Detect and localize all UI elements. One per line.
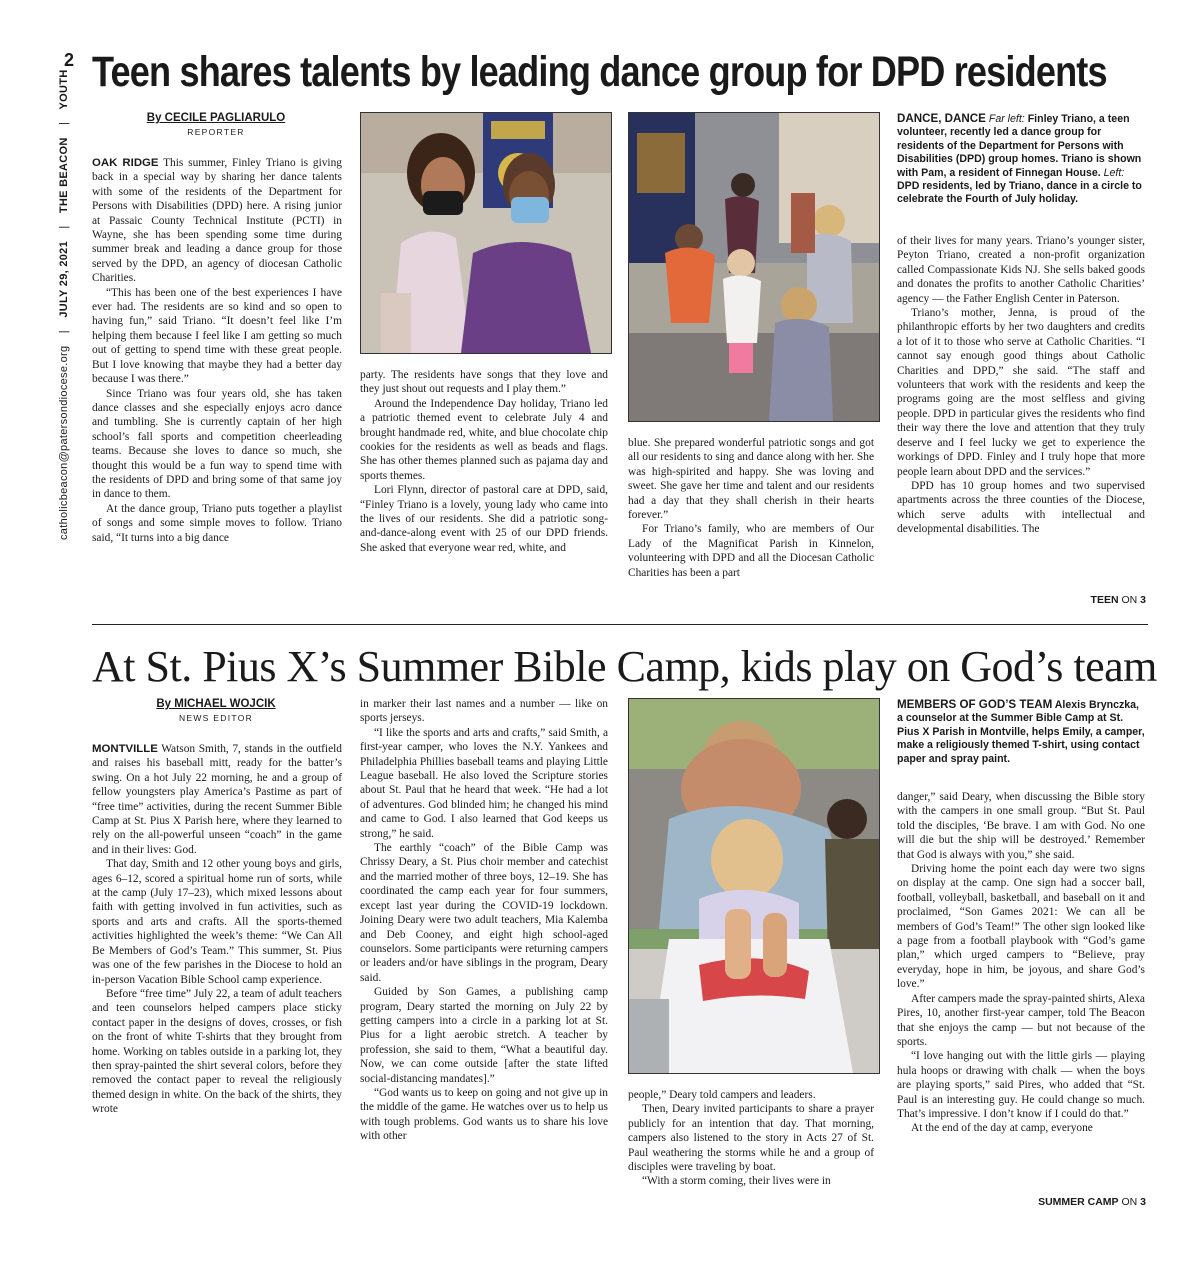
- paragraph: party. The residents have songs that they love and they just shout out requests and I play them.”: [360, 369, 608, 396]
- sidebar-separator: |: [58, 225, 70, 229]
- caption-kicker: MEMBERS OF GOD’S TEAM: [897, 698, 1053, 711]
- paragraph: Before “free time” July 22, a team of adult teachers and teen counselors helped campers place sticky contact paper in the designs of doves, crosses, or fish on the front of white T-shirts that they brought from home. Working on tables outside in a parking lot, they then spray-painted the shirt several colors, before they removed the contact paper to reveal the religiously themed design in white. On the back of the shirts, they wrote: [92, 987, 342, 1116]
- byline-name: By MICHAEL WOJCIK: [156, 698, 276, 710]
- paragraph: Around the Independence Day holiday, Triano led a patriotic themed event to celebrate July 4 and brought handmade red, white, and blue chocolate chip cookies for the residents as well as beads and flags. She has other themes planned such as pajama day and sports themes.: [360, 397, 608, 482]
- paragraph: For Triano’s family, who are members of Our Lady of the Magnificat Parish in Kinnelon, volunteering with DPD and all the Diocesan Catholic Charities has been a part: [628, 523, 874, 579]
- paragraph: MONTVILLE Watson Smith, 7, stands in the outfield and raises his baseball mitt, ready for the batter’s swing. On a hot July 22 morning, he and a group of fellow youngsters play America’s Pastime as part of “free time” activities, during the recent Summer Bible Camp at St. Pius X Parish here, where they learned to rely on the all-powerful unseen “coach” in the game and in their lives: God.: [92, 743, 342, 856]
- paragraph: Since Triano was four years old, she has taken dance classes and she especially enjoys acro dance and tumbling. She is currently captain of her high school’s fall sports and competition cheerleading teams. Because she loves to dance so much, she thought this would be a fun way to spend time with the residents of DPD and bring some of that same joy in dance to them.: [92, 387, 342, 501]
- paragraph: Driving home the point each day were two signs on display at the camp. One sign had a soccer ball, football, volleyball, basketball, and baseball on it and proclaimed, “Son Games 2021: We can all be members of God’s Team!” The other sign looked like a page from a football playbook with “God’s game plan,” which urged campers to “Believe, pray everyday, hope in him, be joyous, and share God’s love.”: [897, 863, 1145, 991]
- paragraph: blue. She prepared wonderful patriotic songs and got all our residents to sing and dance along with her. She was high-spirited and happy. She was loving and sweet. She gave her time and talent and our residents had a day that they shall cherish in their hearts forever.”: [628, 437, 874, 522]
- paragraph: “With a storm coming, their lives were in: [642, 1175, 831, 1188]
- paragraph: of their lives for many years. Triano’s younger sister, Peyton Triano, created a non-profit organization called Compassionate Kids NJ. She sells baked goods and donates the profits to another Catholic Charities’ agency — the Father English Center in Paterson.: [897, 235, 1145, 305]
- sidebar-paper-name: THE BEACON: [58, 137, 70, 214]
- photo-dance-circle: [628, 112, 880, 422]
- story2-column-4: [897, 790, 1145, 1136]
- byline-name: By CECILE PAGLIARULO: [146, 112, 286, 124]
- story2-column-3: [628, 1088, 874, 1189]
- paragraph: After campers made the spray-painted shirts, Alexa Pires, 10, another first-year camper, told The Beacon that she enjoys the camp — but not because of the sports.: [897, 992, 1145, 1048]
- dateline: OAK RIDGE: [92, 157, 159, 169]
- photo-tshirt-making: [628, 698, 880, 1074]
- paragraph: Then, Deary invited participants to share a prayer publicly for an intention that day. That morning, campers also listened to the story in Acts 27 of St. Paul weathering the storms while he and a group of disciples were traveling by boat.: [628, 1103, 874, 1174]
- byline-role: NEWS EDITOR: [178, 713, 254, 723]
- section-divider: [92, 624, 1148, 625]
- paragraph: people,” Deary told campers and leaders.: [628, 1089, 816, 1101]
- paragraph: danger,” said Deary, when discussing the Bible story with the campers in one small group. “But St. Paul told the disciples, ‘Be brave. I am with God. No one will die but the ship will be destroyed.’ Remember that God is always with you,” she said.: [897, 791, 1145, 861]
- paragraph: “I like the sports and arts and crafts,” said Smith, a first-year camper, who loves the N.Y. Yankees and Philadelphia Phillies baseball teams and playing Little League baseball. He also loved the Scripture stories about St. Paul that he heard that week. “He had a lot of adventures. God blinded him; he changed his mind and came to God. I also learned that God keeps us strong,” he said.: [360, 726, 608, 840]
- story2-byline: [140, 698, 292, 723]
- story1-column-4: [897, 234, 1145, 537]
- sidebar-email: catholicbeacon@patersondiocese.org: [58, 345, 70, 540]
- caption-direction: Far left:: [988, 113, 1025, 125]
- byline-role: REPORTER: [187, 127, 245, 137]
- caption-kicker: DANCE, DANCE: [897, 112, 986, 125]
- story2-jump-line[interactable]: SUMMER CAMP ON 3: [1038, 1196, 1146, 1208]
- paragraph: Guided by Son Games, a publishing camp program, Deary started the morning on July 22 by getting campers into a circle in a parking lot at St. Pius for a light aerobic stretch. A teacher by profession, she said to them, “What a beautiful day. Now, we can come outside [after the state lifted social-distancing mandates].”: [360, 986, 608, 1085]
- sidebar-section-name: YOUTH: [58, 69, 70, 110]
- paragraph: Lori Flynn, director of pastoral care at DPD, said, “Finley Triano is a lovely, young lady who came into the lives of our residents. She did a patriotic song-and-dance-along event with 25 of our DPD friends. She asked that everyone wear red, white, and: [360, 484, 608, 554]
- section-sidebar: [58, 69, 70, 540]
- paragraph: in marker their last names and a number — like on sports jerseys.: [360, 698, 608, 725]
- dateline: MONTVILLE: [92, 743, 158, 755]
- paragraph: “This has been one of the best experiences I have ever had. The residents are so kind and so open to having fun,” said Triano. “It doesn’t feel like I’m helping them because I feel like I am getting so much out of getting to spend time with these great people. But I love knowing that maybe they had a better day because I was there.”: [92, 286, 342, 386]
- sidebar-separator: |: [58, 330, 70, 334]
- story1-column-1: [92, 156, 342, 545]
- story2-column-2: [360, 697, 608, 1144]
- paragraph: DPD has 10 group homes and two supervised apartments across the three counties of the Diocese, which serve adults with intellectual and developmental disabilities. The: [897, 479, 1145, 536]
- caption-direction: Left:: [1103, 166, 1125, 179]
- paragraph: The earthly “coach” of the Bible Camp was Chrissy Deary, a St. Pius choir member and catechist and the married mother of three boys, 12–19. She has coordinated the camp each year for four summers, except last year during the COVID-19 lockdown. Joining Deary were two adult teachers, Mia Kalemba and Deb Cooney, and eight high school-aged counselors. Some participants were returning campers or leaders and/or have siblings in the program, Deary said.: [360, 842, 608, 984]
- paragraph: OAK RIDGE This summer, Finley Triano is giving back in a special way by sharing her dance talents with some of the residents of the Department for Persons with Disabilities (DPD) here. A rising junior at Passaic County Technical Institute (PCTI) in Wayne, she has been spending some time during summer break and leading a dance group for those served by the DPD, an agency of diocesan Catholic Charities.: [92, 157, 342, 285]
- paragraph: At the end of the day at camp, everyone: [911, 1122, 1093, 1135]
- page-number: 2: [64, 50, 75, 70]
- paragraph: Triano’s mother, Jenna, is proud of the philanthropic efforts by her two daughters and credits a lot of it to those who serve at Catholic Charities. “I cannot say enough good things about Catholic Charities and DPD,” she said. “The staff and volunteers that work with the residents and keep the programs going are the most selfless and giving people. DPD in particular gives the residents who find their way there the love and attention that they truly deserve and I feel lucky we get to experience the workings of DPD. Finley and I truly hope that more people learn about DPD and the services.”: [897, 307, 1145, 478]
- paragraph: “God wants us to keep on going and not give up in the middle of the game. He watches over us to help us with tough problems. God wants us to share his love with other: [360, 1086, 608, 1143]
- story2-column-1: [92, 742, 342, 1117]
- paragraph: “I love hanging out with the little girls — playing hula hoops or drawing with chalk — when the boys are playing sports,” said Pires, who added that “St. Paul is an interesting guy. He could change so much. That’s impressive. I don’t know if I could do that.”: [897, 1050, 1145, 1120]
- paragraph: That day, Smith and 12 other young boys and girls, ages 6–12, scored a spiritual home run of sorts, while at the camp (July 17–23), which mixed lessons about faith with getting involved in fun activities, such as sports and arts and crafts. All the sports-themed activities highlighted the week’s theme: “We Can All Be Members of God’s Team.” This summer, St. Pius was one of the few parishes in the Diocese to hold an in-person Vacation Bible School camp experience.: [92, 858, 342, 986]
- story1-column-2: [360, 368, 608, 555]
- sidebar-date: JULY 29, 2021: [58, 240, 70, 318]
- story2-photo-caption: MEMBERS OF GOD’S TEAM Alexis Brynczka, a counselor at the Summer Bible Camp at St. Pius X Parish in Montville, helps Emily, a camper, make a religiously themed T-shirt, using contact paper and spray paint.: [897, 698, 1145, 765]
- story1-jump-line[interactable]: TEEN ON 3: [1090, 594, 1146, 606]
- story1-byline: [140, 112, 292, 137]
- photo-teen-with-resident: [360, 112, 612, 354]
- story1-column-3: [628, 436, 874, 580]
- paragraph: At the dance group, Triano puts together a playlist of songs and some simple moves to follow. Triano said, “It turns into a big dance: [92, 502, 342, 544]
- story1-photo-caption: DANCE, DANCE Far left: Finley Triano, a teen volunteer, recently led a dance group for residents of the Department for Persons with Disabilities (DPD) group homes. Triano is shown with Pam, a resident of Finnegan House. Left: DPD residents, led by Triano, dance in a circle to celebrate the Fourth of July holiday.: [897, 112, 1142, 206]
- story2-headline: At St. Pius X’s Summer Bible Camp, kids play on God’s team: [92, 642, 1157, 691]
- sidebar-separator: |: [58, 121, 70, 125]
- story1-headline: Teen shares talents by leading dance group for DPD residents: [92, 48, 1107, 96]
